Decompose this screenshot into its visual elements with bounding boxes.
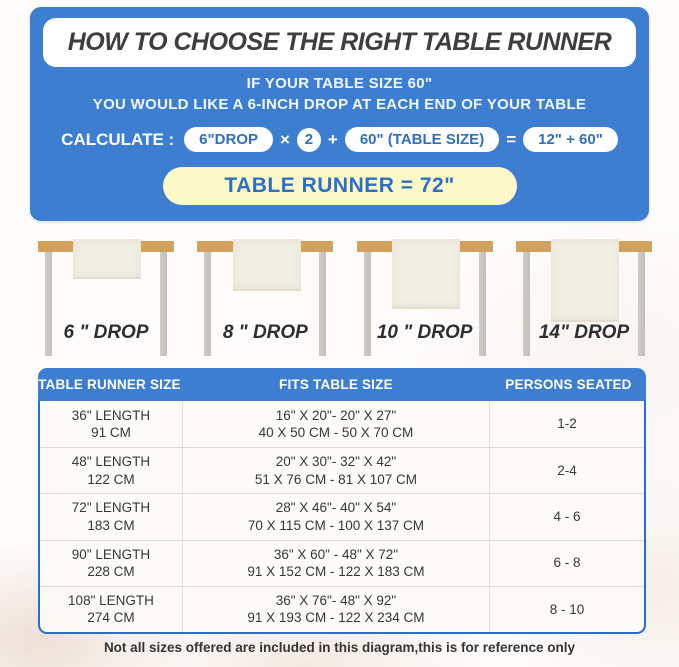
table-runner — [551, 239, 619, 322]
multiplier-badge: 2 — [297, 128, 321, 152]
fits-cm: 70 X 115 CM - 100 X 137 CM — [247, 517, 424, 533]
table-row — [40, 493, 644, 539]
persons-cell: 1-2 — [557, 416, 577, 432]
plus-sign: + — [327, 129, 338, 149]
drop-diagrams — [38, 238, 652, 360]
table-row — [40, 447, 644, 493]
instruction-panel — [30, 7, 649, 221]
drop-label: 8 " DROP — [222, 322, 308, 343]
footnote: Not all sizes offered are included in this diagram,this is for reference only — [103, 640, 576, 655]
size-inches: 90" LENGTH — [71, 546, 151, 562]
times-sign: × — [279, 129, 290, 149]
size-cm: 274 CM — [87, 610, 135, 626]
persons-cell: 4 - 6 — [553, 509, 581, 525]
size-inches: 108" LENGTH — [68, 592, 154, 608]
size-inches: 72" LENGTH — [71, 500, 151, 516]
drop-label: 6 " DROP — [63, 322, 149, 343]
result-pill: TABLE RUNNER = 72" — [163, 167, 517, 205]
fits-table-cell — [182, 401, 490, 447]
fits-cm: 40 X 50 CM - 50 X 70 CM — [258, 425, 414, 441]
runner-size-cell — [40, 407, 182, 442]
fits-cm: 51 X 76 CM - 81 X 107 CM — [254, 471, 417, 487]
size-chart — [38, 368, 646, 634]
size-chart-header — [38, 368, 646, 401]
column-header-persons: PERSONS SEATED — [505, 377, 632, 392]
table-row — [40, 401, 644, 447]
table-row — [40, 586, 644, 632]
fits-inches: 36" X 60" - 48" X 72" — [273, 546, 399, 562]
calculation-row — [30, 127, 649, 152]
fits-cm: 91 X 152 CM - 122 X 183 CM — [247, 564, 425, 580]
subtitle-line-1: IF YOUR TABLE SIZE 60" — [246, 75, 433, 92]
runner-size-cell — [40, 499, 182, 534]
column-header-runner-size: TABLE RUNNER SIZE — [38, 377, 181, 392]
size-cm: 91 CM — [91, 425, 131, 441]
fits-table-cell — [182, 494, 490, 539]
persons-cell: 2-4 — [557, 463, 577, 478]
drop-diagram-8 — [197, 238, 333, 360]
table-row — [40, 540, 644, 586]
size-cm: 228 CM — [87, 564, 135, 580]
runner-size-cell — [40, 592, 182, 627]
table-size-pill: 60" (TABLE SIZE) — [345, 127, 499, 152]
subtitle-line-2: YOU WOULD LIKE A 6-INCH DROP AT EACH END OF YOUR TABLE — [92, 96, 587, 113]
page-title: HOW TO CHOOSE THE RIGHT TABLE RUNNER — [67, 28, 612, 56]
drop-diagram-6 — [38, 238, 174, 360]
size-cm: 122 CM — [87, 471, 135, 487]
table-runner — [233, 239, 301, 291]
fits-inches: 16" X 20"- 20" X 27" — [275, 407, 397, 423]
size-chart-body — [38, 401, 646, 634]
table-runner — [392, 239, 460, 309]
equals-sign: = — [506, 129, 517, 149]
fits-table-cell — [182, 541, 490, 586]
size-cm: 183 CM — [87, 517, 135, 533]
fits-cm: 91 X 193 CM - 122 X 234 CM — [247, 610, 425, 626]
sum-pill: 12" + 60" — [523, 127, 618, 152]
drop-label: 10 " DROP — [376, 322, 473, 343]
drop-label: 14" DROP — [538, 322, 630, 343]
drop-diagram-14 — [516, 238, 652, 360]
fits-table-cell — [182, 448, 490, 493]
fits-inches: 20" X 30"- 32" X 42" — [275, 454, 397, 470]
runner-size-cell — [40, 453, 182, 488]
calculate-label: CALCULATE : — [61, 129, 175, 149]
drop-diagram-10 — [357, 238, 493, 360]
fits-inches: 28" X 46"- 40" X 54" — [275, 500, 397, 516]
table-runner — [73, 239, 141, 279]
size-inches: 36" LENGTH — [71, 407, 151, 423]
runner-size-cell — [40, 546, 182, 581]
column-header-fits-table: FITS TABLE SIZE — [279, 377, 393, 392]
fits-table-cell — [182, 587, 490, 632]
title-box — [43, 18, 636, 67]
persons-cell: 8 - 10 — [549, 601, 585, 617]
size-inches: 48" LENGTH — [71, 454, 151, 470]
fits-inches: 36" X 76"- 48" X 92" — [275, 592, 397, 608]
drop-value-pill: 6"DROP — [184, 127, 273, 152]
persons-cell: 6 - 8 — [553, 555, 581, 571]
